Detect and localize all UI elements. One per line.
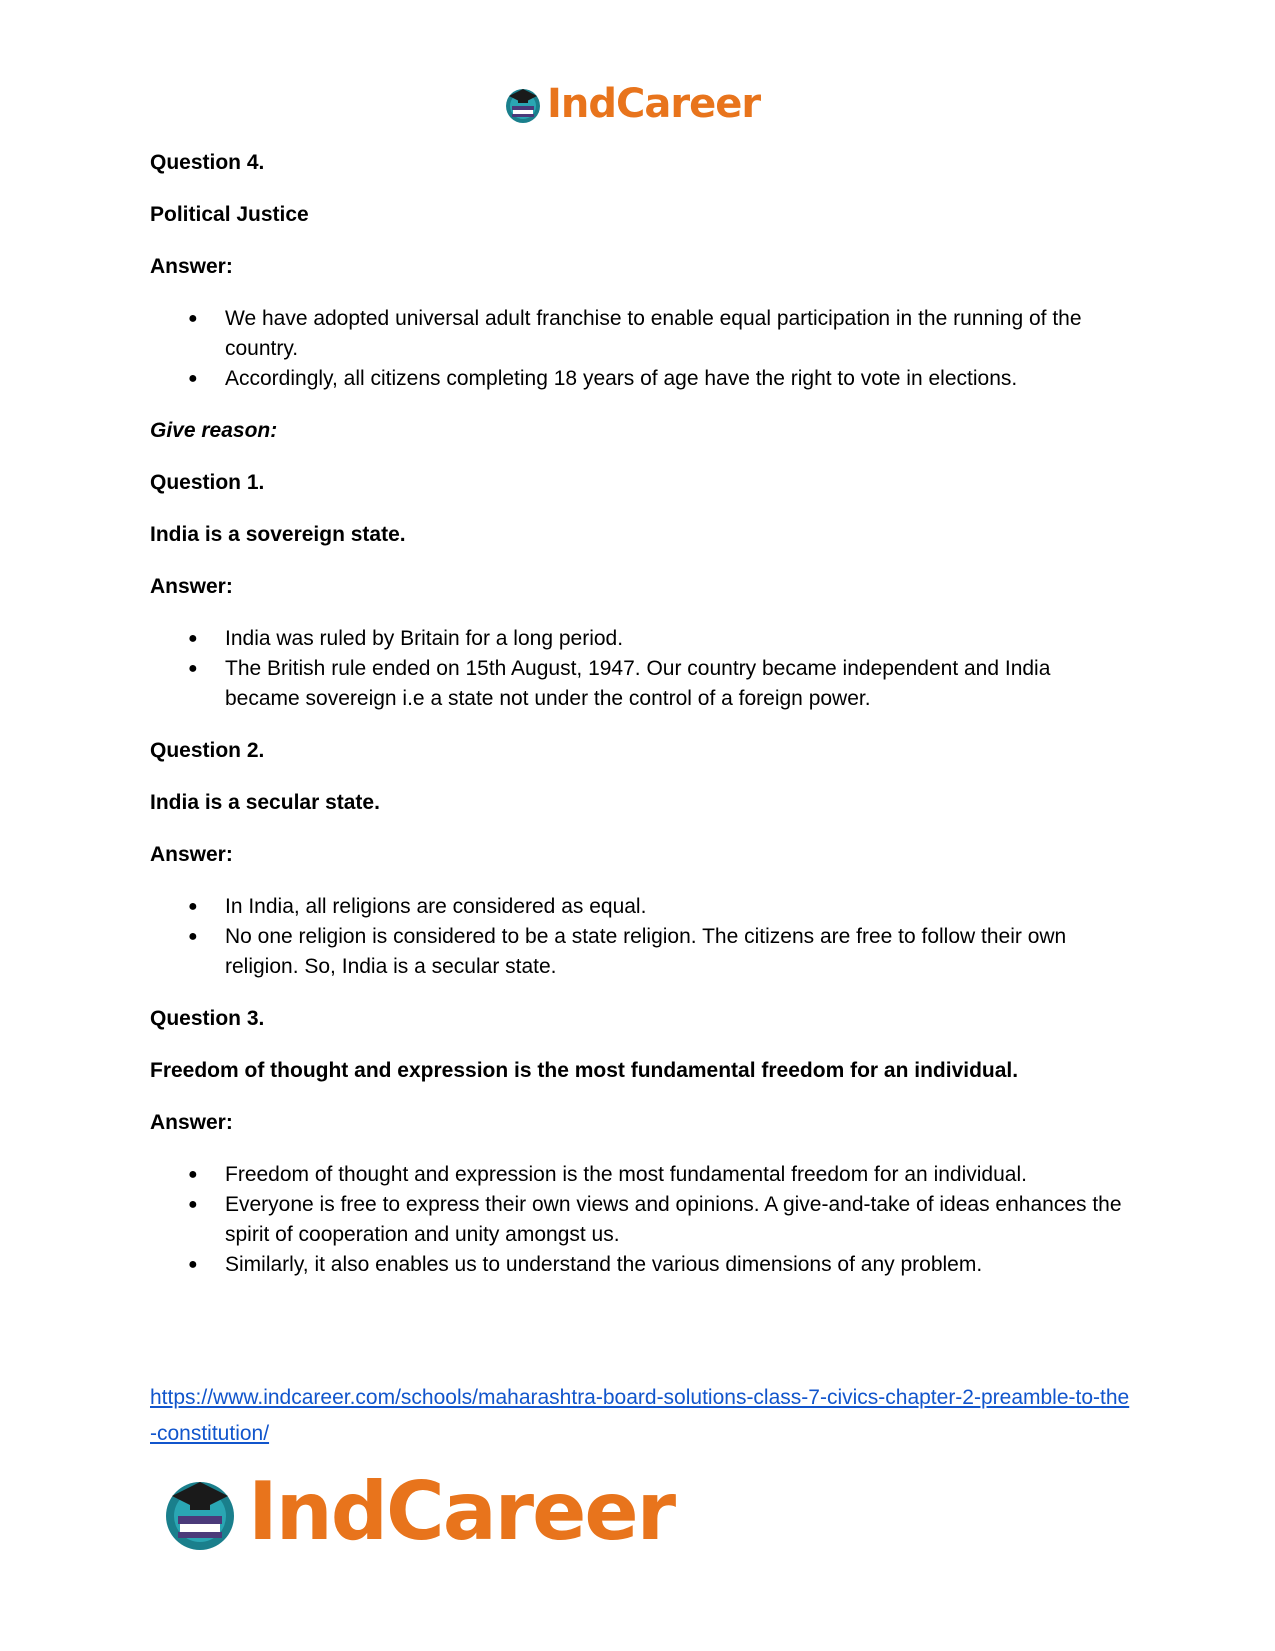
answer-label: Answer: — [150, 575, 233, 598]
logo-text: IndCareer — [248, 1465, 675, 1558]
list-item: ● India was ruled by Britain for a long period. — [150, 624, 1130, 654]
question-title: Question 3. — [150, 1007, 265, 1030]
answer-label: Answer: — [150, 1111, 233, 1134]
list-item: ● No one religion is considered to be a state religion. The citizens are free to follow their own religion. So, India is a secular state. — [150, 922, 1130, 982]
answer-list — [150, 892, 1130, 982]
list-item: ● We have adopted universal adult franchise to enable equal participation in the running of the country. — [150, 304, 1130, 364]
question-title: Question 1. — [150, 471, 265, 494]
answer-label: Answer: — [150, 255, 233, 278]
answer-list — [150, 1160, 1130, 1280]
header-logo — [503, 80, 760, 128]
graduation-globe-icon — [160, 1472, 240, 1552]
logo-text: IndCareer — [547, 81, 761, 127]
list-item: ● The British rule ended on 15th August, 1947. Our country became independent and India became sovereign i.e a state not under the control of a foreign power. — [150, 654, 1130, 714]
source-link[interactable]: https://www.indcareer.com/schools/maharashtra-board-solutions-class-7-civics-chapter-2-preamble-to-the-constitution/ — [150, 1386, 1130, 1445]
question-title: Question 4. — [150, 151, 265, 174]
answer-label: Answer: — [150, 843, 233, 866]
list-item: ● In India, all religions are considered as equal. — [150, 892, 1130, 922]
list-item: ● Freedom of thought and expression is the most fundamental freedom for an individual. — [150, 1160, 1130, 1190]
document-body — [150, 148, 1130, 1280]
footer-logo — [160, 1467, 674, 1557]
list-item: ● Everyone is free to express their own views and opinions. A give-and-take of ideas enhances the spirit of cooperation and unity amongst us. — [150, 1190, 1130, 1250]
list-item: ● Similarly, it also enables us to understand the various dimensions of any problem. — [150, 1250, 1130, 1280]
section-heading: Give reason: — [150, 419, 278, 442]
graduation-globe-icon — [503, 84, 543, 124]
answer-list — [150, 624, 1130, 714]
question-topic: India is a sovereign state. — [150, 523, 406, 546]
question-topic: India is a secular state. — [150, 791, 380, 814]
question-topic: Freedom of thought and expression is the most fundamental freedom for an individual. — [150, 1059, 1019, 1082]
question-title: Question 2. — [150, 739, 265, 762]
list-item: ● Accordingly, all citizens completing 18 years of age have the right to vote in elections. — [150, 364, 1130, 394]
question-topic: Political Justice — [150, 203, 309, 226]
answer-list — [150, 304, 1130, 394]
